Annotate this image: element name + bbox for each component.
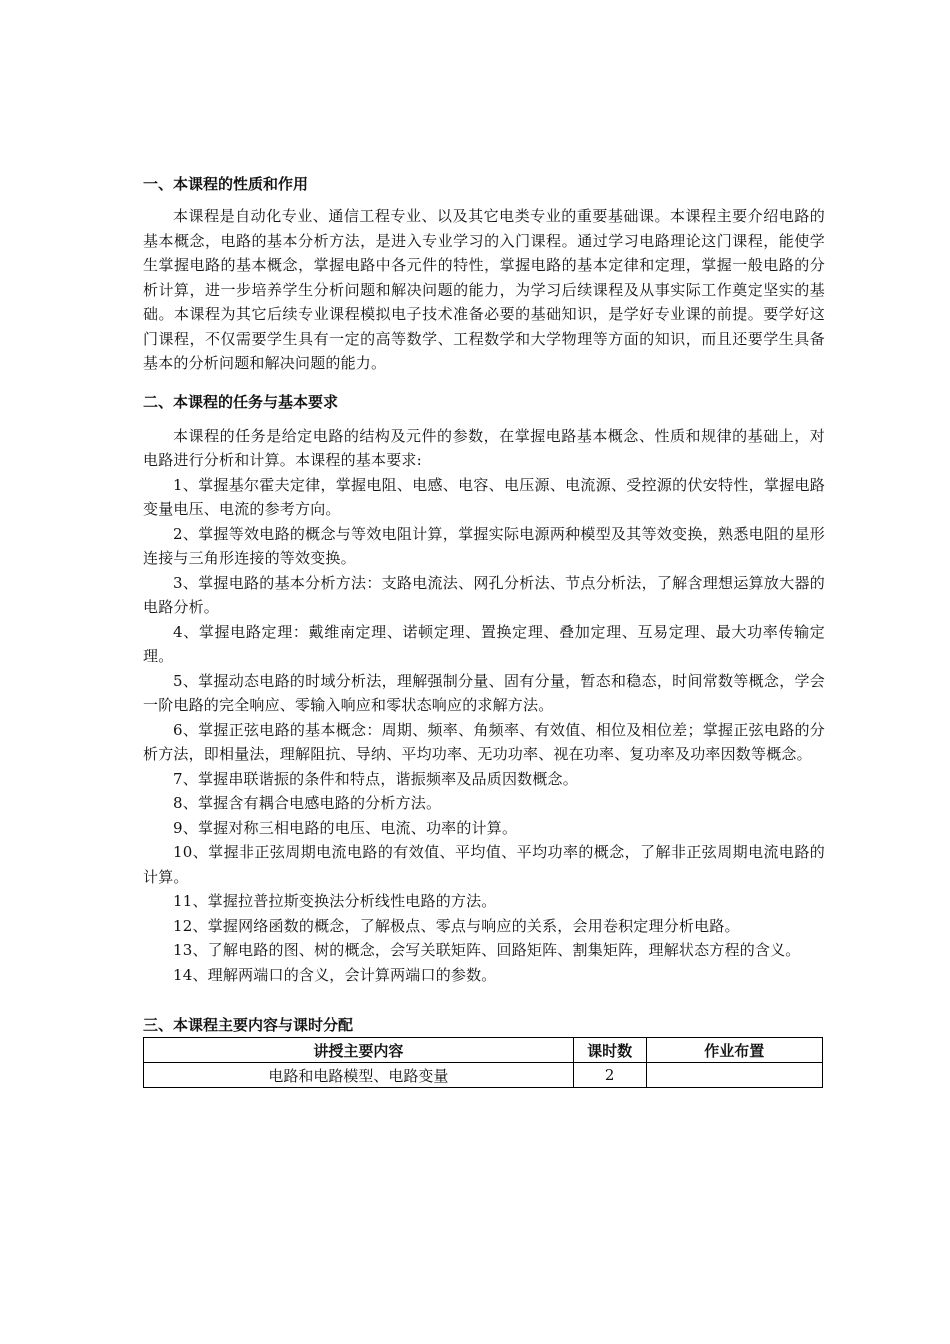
section2-intro: 本课程的任务是给定电路的结构及元件的参数，在掌握电路基本概念、性质和规律的基础上，对电路进行分析和计算。本课程的基本要求: [143,426,825,469]
table-header-row [144,1038,823,1063]
requirement-item: 5、掌握动态电路的时域分析法，理解强制分量、固有分量，暂态和稳态，时间常数等概念，学会一阶电路的完全响应、零输入响应和零状态响应的求解方法。 [143,671,825,714]
requirement-item: 8、掌握含有耦合电感电路的分析方法。 [173,794,442,812]
course-schedule-table [143,1037,823,1088]
requirement-item: 1、掌握基尔霍夫定律，掌握电阻、电感、电容、电压源、电流源、受控源的伏安特性，掌握电路变量电压、电流的参考方向。 [143,475,825,518]
cell-content: 电路和电路模型、电路变量 [144,1063,574,1088]
section1-title: 一、本课程的性质和作用 [143,175,309,193]
requirement-item: 12、掌握网络函数的概念，了解极点、零点与响应的关系，会用卷积定理分析电路。 [173,916,740,935]
requirement-item: 14、理解两端口的含义，会计算两端口的参数。 [173,965,497,984]
requirement-item: 7、掌握串联谐振的条件和特点，谐振频率及品质因数概念。 [173,769,578,788]
section1-body: 本课程是自动化专业、通信工程专业、以及其它电类专业的重要基础课。本课程主要介绍电路的基本概念，电路的基本分析方法，是进入专业学习的入门课程。通过学习电路理论这门课程，能使学生掌握电路的基本概念，掌握电路中各元件的特性，掌握电路的基本定律和定理，掌握一般电路的分析计算，进一步培养学生分析问题和解决问题的能力，为学习后续课程及从事实际工作奠定坚实的基础。本课程为其它后续专业课程模拟电子技术准备必要的基础知识，是学好专业课的前提。要学好这门课程，不仅需要学生具有一定的高等数学、工程数学和大学物理等方面的知识，而且还要学生具备基本的分析问题和解决问题的能力。 [143,207,825,372]
requirement-item: 2、掌握等效电路的概念与等效电阻计算，掌握实际电源两种模型及其等效变换，熟悉电阻的星形连接与三角形连接的等效变换。 [143,524,825,567]
requirement-item: 4、掌握电路定理：戴维南定理、诺顿定理、置换定理、叠加定理、互易定理、最大功率传输定理。 [143,622,825,665]
requirement-item: 6、掌握正弦电路的基本概念：周期、频率、角频率、有效值、相位及相位差；掌握正弦电路的分析方法，即相量法，理解阻抗、导纳、平均功率、无功功率、视在功率、复功率及功率因数等概念。 [143,720,825,763]
requirement-item: 13、了解电路的图、树的概念，会写关联矩阵、回路矩阵、割集矩阵，理解状态方程的含义。 [173,941,801,959]
requirement-item: 10、掌握非正弦周期电流电路的有效值、平均值、平均功率的概念，了解非正弦周期电流电路的计算。 [143,843,825,886]
header-homework: 作业布置 [646,1038,822,1063]
requirement-item: 9、掌握对称三相电路的电压、电流、功率的计算。 [173,818,518,837]
section2-title: 二、本课程的任务与基本要求 [143,392,339,411]
section3-title: 三、本课程主要内容与课时分配 [143,1016,354,1034]
requirement-item: 11、掌握拉普拉斯变换法分析线性电路的方法。 [173,892,497,910]
table-row [144,1063,823,1088]
cell-homework [646,1063,822,1088]
header-hours: 课时数 [573,1038,646,1063]
header-content: 讲授主要内容 [144,1038,574,1063]
requirement-item: 3、掌握电路的基本分析方法：支路电流法、网孔分析法、节点分析法，了解含理想运算放大器的电路分析。 [143,573,825,616]
document-content [143,172,825,1088]
cell-hours: 2 [573,1063,646,1088]
